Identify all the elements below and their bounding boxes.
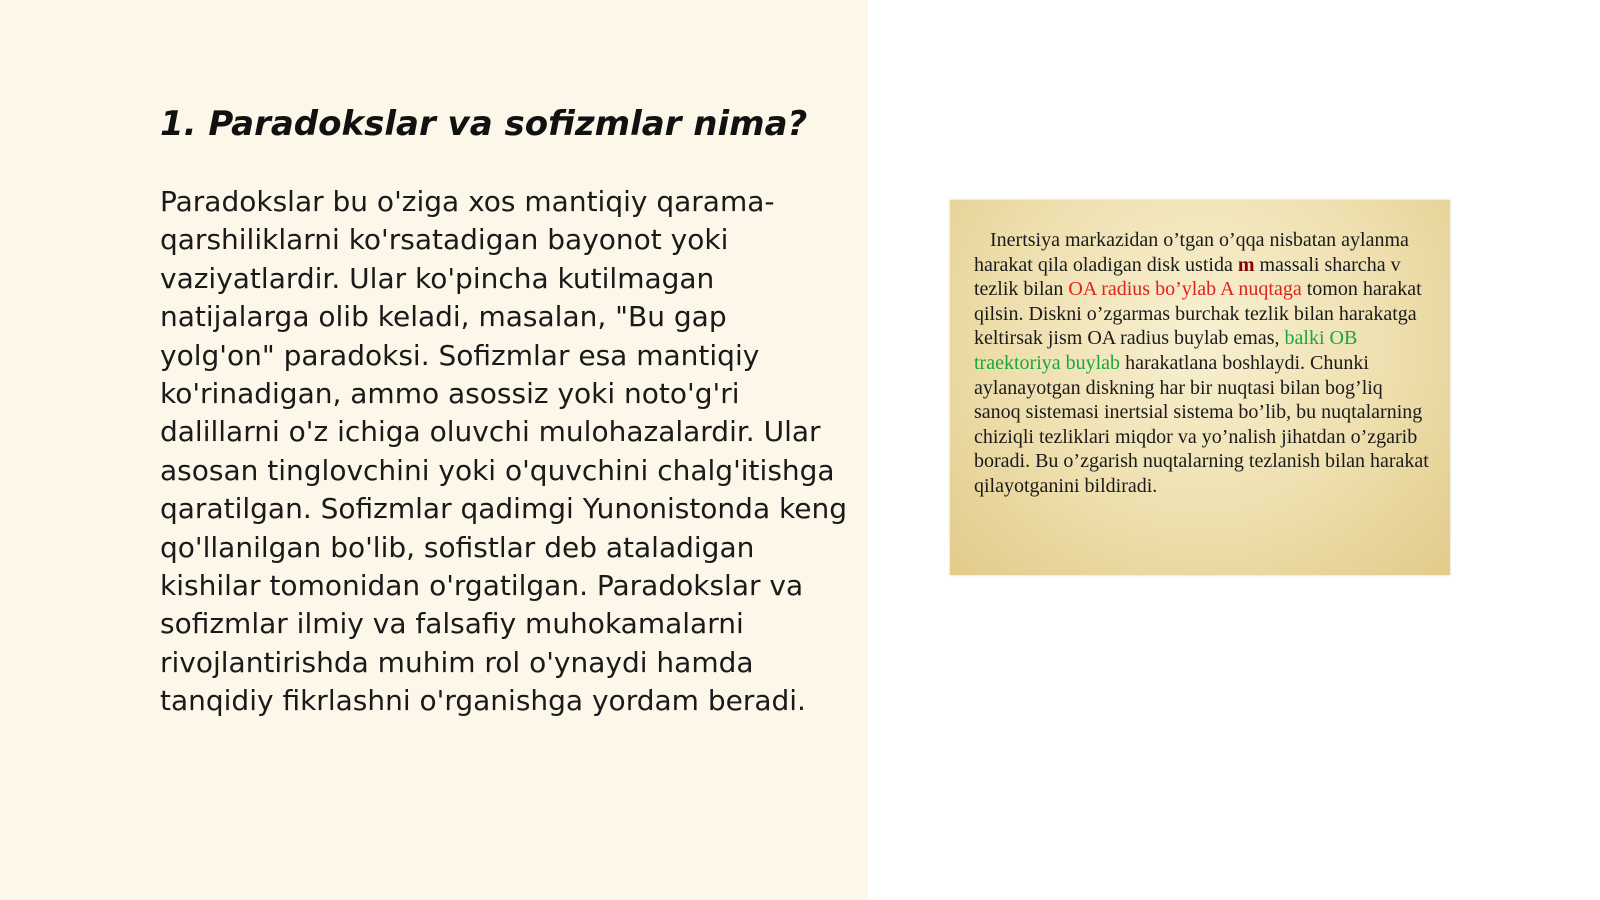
physics-text-paragraph xyxy=(974,228,1432,499)
physics-text-part-4: harakatlana boshlaydi. Chunki aylanayotgan diskning har bir nuqtasi bilan bog’liq sanoq sistemasi inertsial sistema bo’lib, bu nuqtalarning chiziqli tezliklari miqdor va yo’nalish jihatdan o’zgarib boradi. Bu o’zgarish nuqtalarning tezlanish bilan harakat qilayotganini bildiradi. xyxy=(974,351,1429,497)
physics-text-part-1: Inertsiya markazidan o’tgan o’qqa nisbatan aylanma harakat qila oladigan disk ustida xyxy=(974,229,1409,276)
mass-symbol: m xyxy=(1237,253,1255,276)
physics-text-part-2: massali sharcha v tezlik bilan xyxy=(974,253,1401,301)
green-highlight-phrase: balki OB traektoriya buylab xyxy=(974,327,1358,374)
physics-text-image xyxy=(950,200,1450,575)
red-highlight-phrase: OA radius bo’ylab A nuqtaga xyxy=(1068,278,1302,301)
slide-title: 1. Paradokslar va sofizmlar nima? xyxy=(160,104,808,144)
slide-body-text: Paradokslar bu o'ziga xos mantiqiy qarama-qarshiliklarni ko'rsatadigan bayonot yoki vaziyatlardir. Ular ko'pincha kutilmagan natijalarga olib keladi, masalan, "Bu gap yolg'on" paradoksi. Sofizmlar esa mantiqiy ko'rinadigan, ammo asossiz yoki noto'g'ri dalillarni o'z ichiga oluvchi mulohazalardir. Ular asosan tinglovchini yoki o'quvchini chalg'itishga qaratilgan. Sofizmlar qadimgi Yunonistonda keng qo'llanilgan bo'lib, sofistlar deb ataladigan kishilar tomonidan o'rgatilgan. Paradokslar va sofizmlar ilmiy va falsafiy muhokamalarni rivojlantirishda muhim rol o'ynaydi hamda tanqidiy fikrlashni o'rganishga yordam beradi. xyxy=(160,185,847,718)
physics-text-part-3: tomon harakat qilsin. Diskni o’zgarmas burchak tezlik bilan harakatga keltirsak jism OA radius buylab emas, xyxy=(974,278,1422,350)
